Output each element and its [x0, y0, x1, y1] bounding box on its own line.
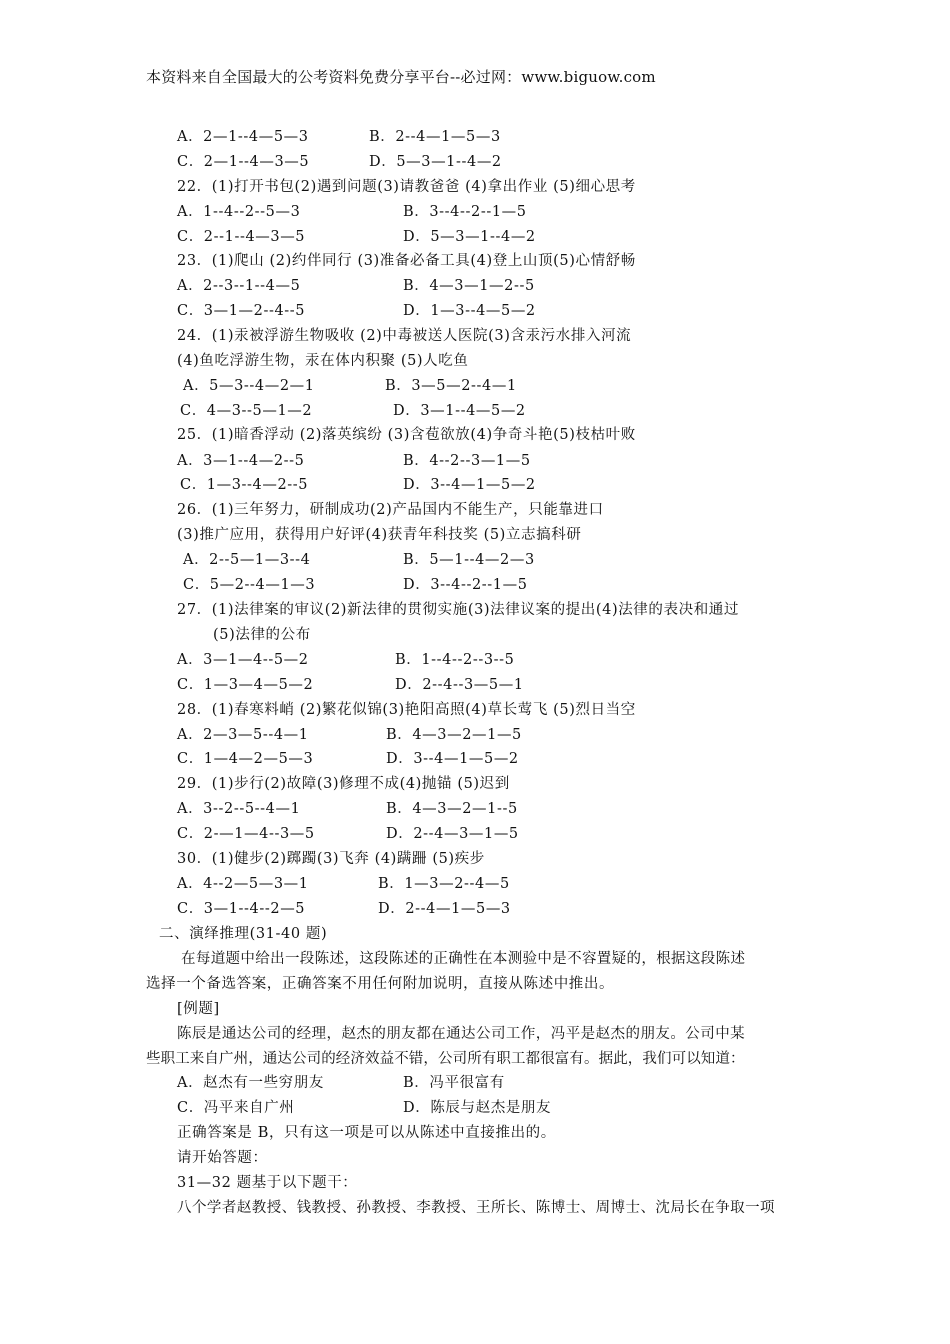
section-intro-line1: 在每道题中给出一段陈述，这段陈述的正确性在本测验中是不容置疑的，根据这段陈述 [181, 951, 746, 967]
start-instruction: 请开始答题： [177, 1150, 268, 1166]
option-a: A．2--3--1--4—5 [177, 278, 301, 294]
question-28-stem: 28．(1)春寒料峭 (2)繁花似锦(3)艳阳高照(4)草长莺飞 (5)烈日当空 [177, 702, 636, 718]
question-25-stem: 25．(1)暗香浮动 (2)落英缤纷 (3)含苞欲放(4)争奇斗艳(5)枝枯叶败 [177, 427, 636, 443]
option-b: B．4—3—1—2--5 [403, 278, 535, 294]
option-a: A．2--5—1—3--4 [183, 552, 311, 568]
option-a: A．4--2—5—3—1 [177, 876, 309, 892]
option-c: C．2--1--4—3—5 [177, 229, 306, 245]
option-d: D．3--4--2--1—5 [403, 577, 528, 593]
option-a: A．3—1—4--5—2 [177, 652, 309, 668]
question-22-stem: 22．(1)打开书包(2)遇到问题(3)请教爸爸 (4)拿出作业 (5)细心思考 [177, 179, 636, 195]
option-b: B．3—5—2--4—1 [385, 378, 517, 394]
option-b: B．1--4--2--3--5 [395, 652, 515, 668]
option-c: C．2—1--4—3—5 [177, 154, 310, 170]
question-31-32-stem: 八个学者赵教授、钱教授、孙教授、李教授、王所长、陈博士、周博士、沈局长在争取一项 [177, 1200, 775, 1216]
option-d: D．2--4—3—1—5 [386, 826, 519, 842]
option-a: A．2—3—5--4—1 [177, 727, 309, 743]
option-d: D．3—1--4—5—2 [393, 403, 526, 419]
option-b: B．5—1--4—2—3 [403, 552, 535, 568]
question-24-stem-continued: (4)鱼吃浮游生物，汞在体内积聚 (5)人吃鱼 [177, 353, 469, 369]
option-d: D．陈辰与赵杰是朋友 [403, 1100, 552, 1116]
option-d: D．5—3—1--4—2 [403, 229, 536, 245]
option-b: B．4—3—2—1—5 [386, 727, 522, 743]
question-30-stem: 30．(1)健步(2)踯躅(3)飞奔 (4)蹒跚 (5)疾步 [177, 851, 485, 867]
option-a: A．3--2--5--4—1 [177, 801, 301, 817]
option-c: C．5—2--4—1—3 [183, 577, 316, 593]
option-a: A．赵杰有一些穷朋友 [177, 1075, 324, 1091]
question-26-stem: 26．(1)三年努力，研制成功(2)产品国内不能生产，只能靠进口 [177, 502, 604, 518]
question-23-stem: 23．(1)爬山 (2)约伴同行 (3)准备必备工具(4)登上山顶(5)心情舒畅 [177, 253, 636, 269]
option-b: B．3--4--2--1—5 [403, 204, 527, 220]
option-d: D．3--4—1—5—2 [403, 477, 536, 493]
option-c: C．2-—1—4--3—5 [177, 826, 315, 842]
option-b: B．4—3—2—1--5 [386, 801, 518, 817]
option-c: C．冯平来自广州 [177, 1100, 295, 1116]
option-d: D．1—3--4—5—2 [403, 303, 536, 319]
page-header: 本资料来自全国最大的公考资料免费分享平台--必过网：www.biguow.com [146, 68, 656, 86]
option-d: D．5—3—1--4—2 [369, 154, 502, 170]
example-text-line1: 陈辰是通达公司的经理，赵杰的朋友都在通达公司工作，冯平是赵杰的朋友。公司中某 [177, 1026, 746, 1042]
section-intro-line2: 选择一个备选答案，正确答案不用任何附加说明，直接从陈述中推出。 [146, 976, 615, 992]
question-26-stem-continued: (3)推广应用，获得用户好评(4)获青年科技奖 (5)立志搞科研 [177, 527, 582, 543]
example-text-line2: 些职工来自广州，通达公司的经济效益不错，公司所有职工都很富有。据此，我们可以知道： [146, 1051, 745, 1067]
question-27-stem-continued: (5)法律的公布 [213, 627, 311, 643]
option-b: B．2--4—1—5—3 [369, 129, 501, 145]
option-a: A．5—3--4—2—1 [183, 378, 315, 394]
question-29-stem: 29．(1)步行(2)故障(3)修理不成(4)抛锚 (5)迟到 [177, 776, 510, 792]
option-c: C．3—1—2--4--5 [177, 303, 306, 319]
option-a: A．3—1--4—2--5 [177, 453, 305, 469]
example-label: [例题] [177, 1001, 220, 1017]
option-b: B．4--2--3—1—5 [403, 453, 531, 469]
option-d: D．3--4—1—5—2 [386, 751, 519, 767]
option-a: A．1--4--2--5—3 [177, 204, 301, 220]
option-b: B．1—3—2--4—5 [378, 876, 510, 892]
option-d: D．2--4—1—5—3 [378, 901, 511, 917]
option-c: C．1—3--4—2--5 [180, 477, 309, 493]
option-c: C．3—1--4--2—5 [177, 901, 306, 917]
question-31-32-heading: 31—32 题基于以下题干： [177, 1175, 358, 1191]
example-answer: 正确答案是 B，只有这一项是可以从陈述中直接推出的。 [177, 1125, 556, 1141]
section-title: 二、演绎推理(31-40 题) [159, 926, 328, 942]
option-a: A．2—1--4—5—3 [177, 129, 309, 145]
question-27-stem: 27．(1)法律案的审议(2)新法律的贯彻实施(3)法律议案的提出(4)法律的表决和通过 [177, 602, 740, 618]
option-c: C．4—3--5—1—2 [180, 403, 313, 419]
option-c: C．1—4—2—5—3 [177, 751, 314, 767]
option-b: B．冯平很富有 [403, 1075, 505, 1091]
question-24-stem: 24．(1)汞被浮游生物吸收 (2)中毒被送人医院(3)含汞污水排入河流 [177, 328, 632, 344]
option-d: D．2--4--3—5—1 [395, 677, 524, 693]
option-c: C．1—3—4—5—2 [177, 677, 314, 693]
